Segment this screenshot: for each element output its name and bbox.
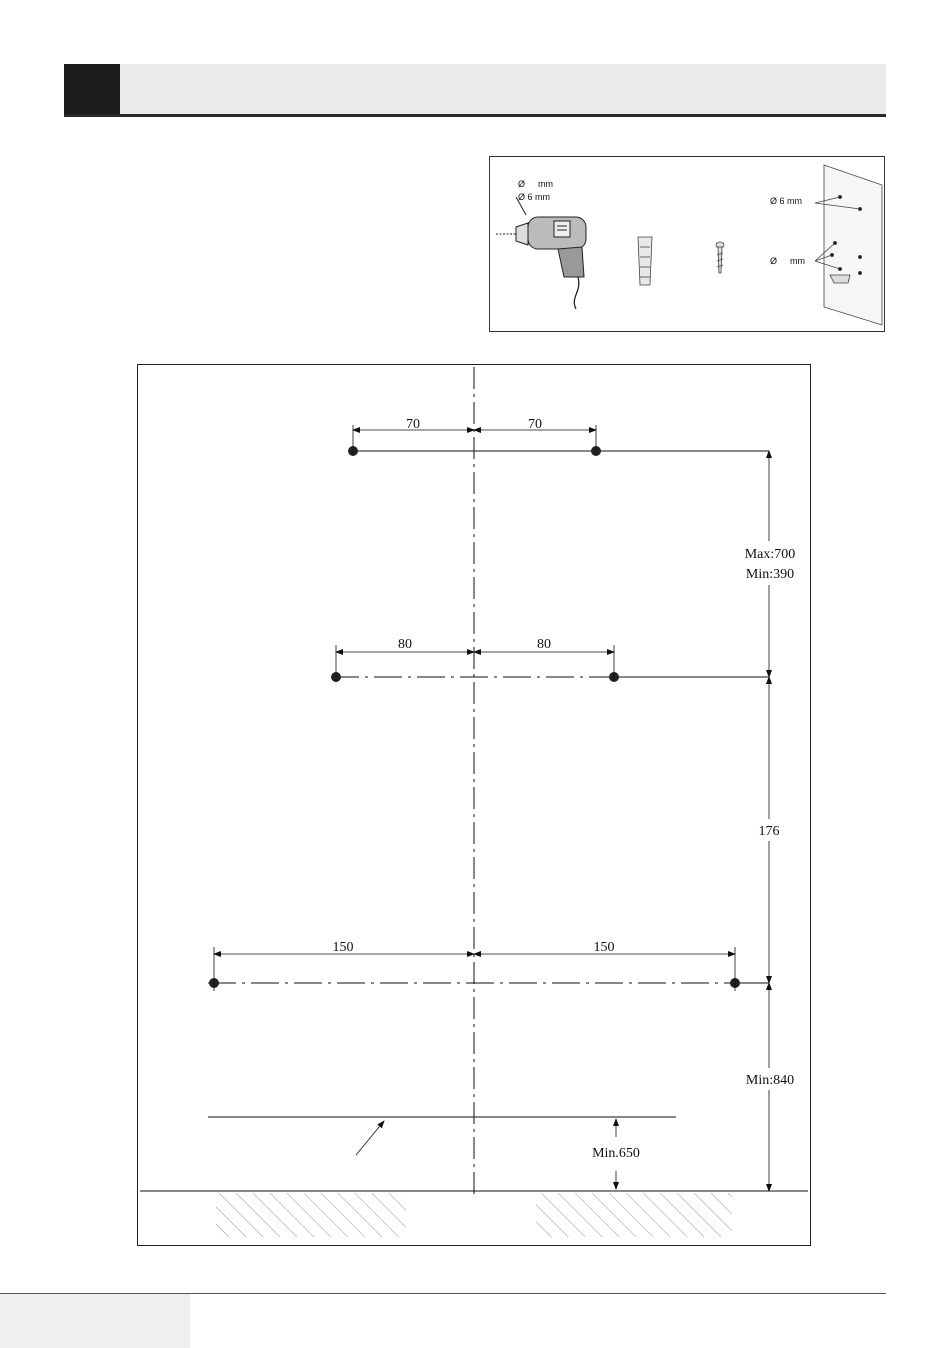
wall-anchor-icon: [638, 237, 652, 285]
min-height-label: Min:840: [745, 1073, 795, 1088]
wall-panel-icon: [815, 165, 882, 325]
middle-left-offset-label: 80: [398, 637, 412, 652]
middle-right-offset-label: 80: [537, 637, 551, 652]
floor-hatch-right: [536, 1193, 732, 1237]
top-left-offset-label: 70: [406, 417, 420, 432]
middle-spacing-label: 176: [758, 824, 780, 839]
bottom-right-offset-label: 150: [593, 940, 615, 955]
wall-screw-diameter-label: Ø: [770, 256, 778, 266]
tools-illustration: [489, 156, 885, 332]
top-right-offset-label: 70: [528, 417, 542, 432]
footer-block: [0, 1294, 190, 1348]
max-spacing-label: Max:700: [744, 547, 796, 562]
section-header: [64, 64, 886, 117]
bottom-left-offset-label: 150: [332, 940, 354, 955]
screw-icon: [716, 242, 724, 273]
section-number-block: [64, 64, 120, 114]
min-spacing-label: Min:390: [745, 567, 795, 582]
min-clearance-label: Min.650: [592, 1146, 640, 1161]
drill-unit-label: mm: [538, 179, 553, 189]
drill-icon: [496, 197, 586, 309]
floor-hatch-left: [216, 1193, 406, 1237]
drill-diameter-label: Ø: [518, 179, 526, 189]
wall-screw-6mm-label: Ø 6 mm: [770, 196, 803, 206]
wall-screw-unit-label: mm: [790, 256, 805, 266]
cooktop-leader-line: [356, 1121, 384, 1155]
mounting-plan-diagram: [137, 364, 811, 1246]
drill-diameter-6mm-label: Ø 6 mm: [518, 192, 551, 202]
